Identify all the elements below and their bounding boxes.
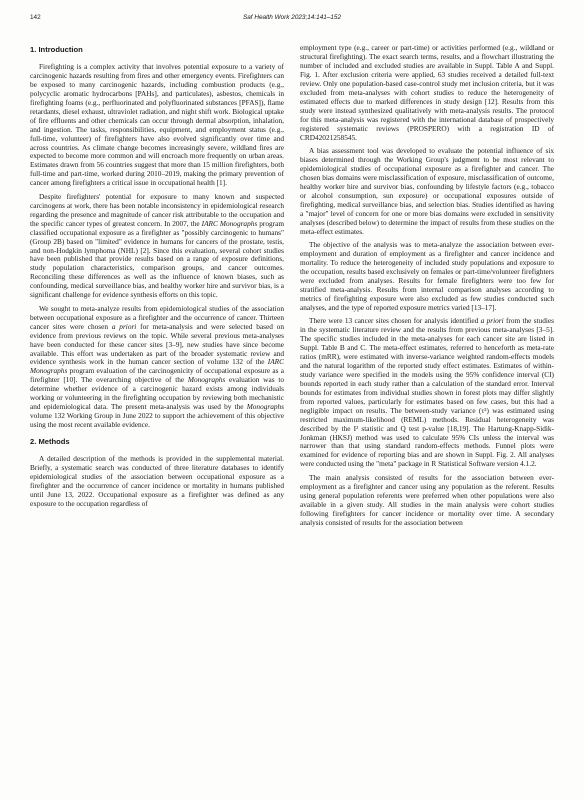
intro-paragraph-2: Despite firefighters' potential for exposure to many known and suspected carcinogens at work, there has been notable inconsistency in epidemiological research regarding the presence and magnitude of cancer risk attributable to the occupation and the specific cancer types of greatest concern. In 2007, the IARC Monographs program classified occupational exposure as a firefighter as "possibly carcinogenic to humans" (Group 2B) based on "limited" evidence in humans for cancers of the prostate, testis, and non-Hodgkin lymphoma (NHL) [2]. Since this evaluation, several cohort studies have been published that provide results based on a range of exposure definitions, study population characteristics, comparison groups, and cancer outcomes. Reconciling these differences as well as the influence of known biases, such as confounding, medical surveillance bias, and healthy worker hire and survivor bias, is a significant challenge for evidence synthesis efforts on this topic. [30, 191, 284, 300]
methods-paragraph-3: The objective of the analysis was to meta-analyze the association between ever-employment and duration of employment as a firefighter and cancer incidence and mortality. To reduce the heterogeneity of included study populations and exposure to the occupation, results based exclusively on females or part-time/volunteer firefighters were excluded from analyses. Results for female firefighters were too few for stratified meta-analysis. Results from internal comparison analyses according to metrics of firefighting exposure were also excluded as few studies conducted such analyses, and the type of reported exposure metrics varied [13–17]. [300, 240, 554, 312]
methods-paragraph-1: A detailed description of the methods is provided in the supplemental material. Briefly, a systematic search was conducted of three literature databases to identify epidemiological studies of the association between occupational exposure as a firefighter and the occurrence of cancer incidence or mortality in humans published until June 13, 2022. Occupational exposure as a firefighter was defined as any exposure to the occupation regardless of [30, 454, 284, 508]
methods-paragraph-5: The main analysis consisted of results for the association between ever-employment as a firefighter and cancer using any population as the referent. Results using general population referents were preferred when other populations were also available in a given study. All studies in the main analysis were cohort studies following firefighters for cancer incidence or mortality over time. A secondary analysis consisted of results for the association between [300, 472, 554, 527]
right-column [300, 44, 554, 786]
methods-paragraph-4: There were 13 cancer sites chosen for analysis identified a priori from the studies in the systematic literature review and the results from previous meta-analyses [3–5]. The specific studies included in the meta-analyses for each cancer site are listed in Suppl. Table B and C. The meta-effect estimates, referred to henceforth as meta-rate ratios (mRR), were estimated with inverse-variance weighted random-effects models and the natural logarithm of the reported study effect estimates. Estimates of within-study variance were specified in the models using the 95% confidence interval (CI) bounds reported in each study rather than a calculation of the standard error. Interval bounds for estimates from individual studies shown in forest plots may differ slightly from reported values, particularly for estimates based on few cases, but this had a negligible impact on results. The between-study variance (τ²) was estimated using restricted maximum-likelihood (REML) methods. Residual heterogeneity was described by the I² statistic and Q test p-value [18,19]. The Hartung-Knapp-Sidik-Jonkman (HKSJ) method was used to calculate 95% CIs unless the interval was narrower than that using standard random-effects methods. Funnel plots were examined for evidence of reporting bias and are shown in Suppl. Fig. 2. All analyses were conducted using the "meta" package in R Statistical Software version 4.1.2. [300, 316, 554, 469]
methods-heading: 2. Methods [30, 437, 70, 447]
journal-citation: Saf Health Work 2023;14:141–152 [242, 14, 342, 21]
page-number: 142 [30, 14, 41, 21]
intro-paragraph-1: Firefighting is a complex activity that involves potential exposure to a variety of carcinogenic hazards resulting from fires and other emergency events. Firefighters can be exposed to many carcinogenic hazards, including combustion products (e.g., polycyclic aromatic hydrocarbons [PAHs], and particulates), asbestos, chemicals in firefighting foams (e.g., perfluorinated and polyfluorinated substances [PFAS]), flame retardants, diesel exhaust, ultraviolet radiation, and night shift work. Biological uptake of fire effluents and other chemicals can occur through dermal absorption, inhalation, and ingestion. The tasks, responsibilities, equipment, and employment status (e.g., full-time, volunteer) of firefighters have also evolved significantly over time and across countries. As climate change becomes increasingly severe, wildland fires are expected to become more common and will encroach more frequently on urban areas. Estimates drawn from 56 countries suggest that more than 15 million firefighters, both full-time and part-time, worked during 2010–2019, making the primary prevention of cancer among firefighters a critical issue in occupational health [1]. [30, 61, 284, 188]
intro-paragraph-3: We sought to meta-analyze results from epidemiological studies of the association between occupational exposure as a firefighter and the occurrence of cancer. Thirteen cancer sites were chosen a priori for meta-analysis and were selected based on evidence from previous reviews on the topic. While several previous meta-analyses have been conducted for these cancer sites [3–9], new studies have since become available. This effort was undertaken as part of the broader systematic review and evidence synthesis work in the human cancer section of volume 132 of the IARC Monographs program evaluation of the carcinogenicity of occupational exposure as a firefighter [10]. The overarching objective of the Monographs evaluation was to determine whether evidence of a carcinogenic hazard exists among individuals working or volunteering in the firefighting occupation by reviewing both mechanistic and epidemiological data. The present meta-analysis was used by the Monographs volume 132 Working Group in June 2022 to support the achievement of this objective using the most recent available evidence. [30, 303, 284, 430]
methods-paragraph-2: A bias assessment tool was developed to evaluate the potential influence of six biases determined through the Working Group's judgment to be most relevant to epidemiological studies of occupational exposure as a firefighter and cancer. The chosen bias domains were misclassification of exposure, misclassification of outcome, healthy worker hire and survivor bias, confounding by lifestyle factors (e.g., tobacco or alcohol consumption, sun exposure) or occupational exposures outside of firefighting, medical surveillance bias, and selection bias. Studies identified as having a "major" level of concern for one or more bias domains were excluded in sensitivity analyses (described below) to determine the impact of results from these studies on the meta-effect estimates. [300, 145, 554, 236]
running-header [30, 14, 554, 26]
methods-paragraph-1-continued: employment type (e.g., career or part-time) or activities performed (e.g., wildland or structural firefighting). The exact search terms, results, and a flowchart illustrating the number of included and excluded studies are available in Suppl. Table A and Suppl. Fig. 1. After exclusion criteria were applied, 63 studies received a detailed full-text review. Only one population-based case-control study met inclusion criteria, but it was excluded from meta-analyses with cohort studies to reduce the heterogeneity of estimated effects due to marked differences in study design [12]. Results from this study were instead synthesized qualitatively with meta-analysis results. The protocol for this meta-analysis was registered with the international database of prospectively registered systematic reviews (PROSPERO) with a registration ID of CRD42021258545. [300, 44, 554, 142]
left-column [30, 46, 284, 786]
introduction-heading: 1. Introduction [30, 46, 83, 54]
